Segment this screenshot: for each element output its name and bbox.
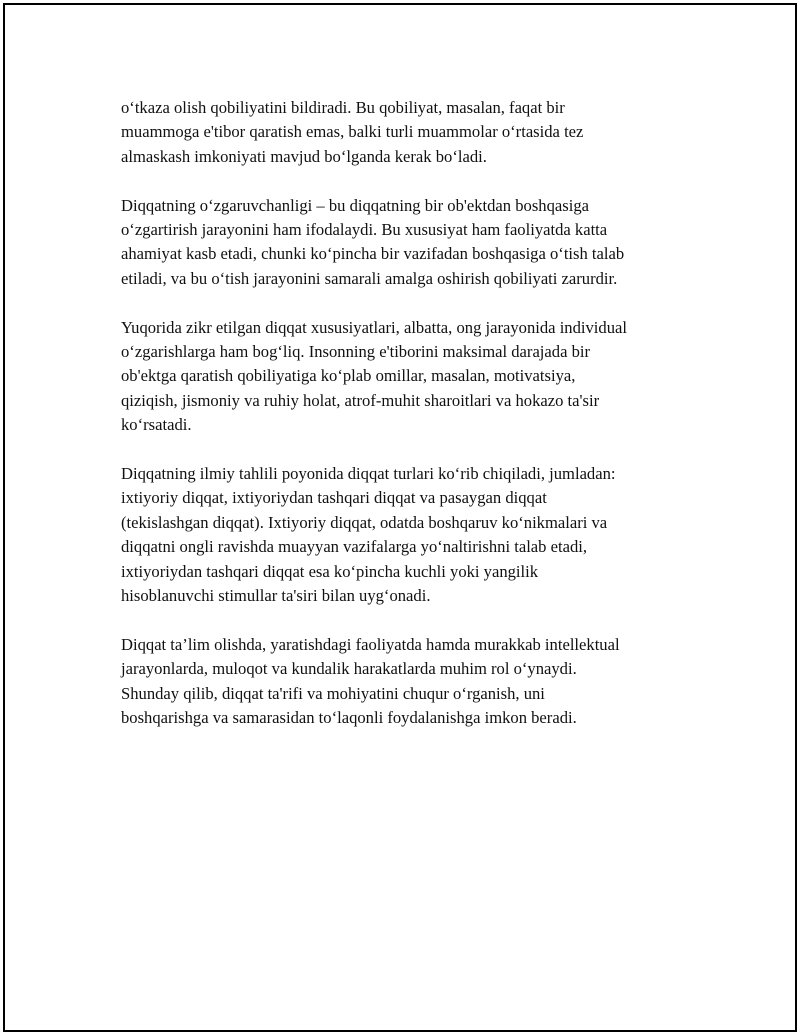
- text-line: diqqatni ongli ravishda muayyan vazifalarga yo‘naltirishni talab etadi,: [121, 537, 588, 557]
- text-line: ahamiyat kasb etadi, chunki ko‘pincha bir vazifadan boshqasiga o‘tish talab: [121, 244, 625, 264]
- text-line: boshqarishga va samarasidan to‘laqonli foydalanishga imkon beradi.: [121, 708, 577, 728]
- paragraph-5: [121, 633, 691, 731]
- document-page: [3, 3, 797, 1032]
- text-line: ko‘rsatadi.: [121, 415, 192, 435]
- text-line: qiziqish, jismoniy va ruhiy holat, atrof-muhit sharoitlari va hokazo ta'sir: [121, 390, 600, 410]
- text-line: jarayonlarda, muloqot va kundalik harakatlarda muhim rol o‘ynaydi.: [121, 659, 577, 679]
- text-line: almaskash imkoniyati mavjud bo‘lganda kerak bo‘ladi.: [121, 146, 487, 166]
- text-line: (tekislashgan diqqat). Ixtiyoriy diqqat, odatda boshqaruv ko‘nikmalari va: [121, 512, 608, 532]
- text-line: ixtiyoriydan tashqari diqqat esa ko‘pincha kuchli yoki yangilik: [121, 561, 539, 581]
- text-line: Diqqat ta’lim olishda, yaratishdagi faoliyatda hamda murakkab intellektual: [121, 634, 620, 654]
- document-body: [121, 96, 691, 755]
- text-line: ixtiyoriy diqqat, ixtiyoriydan tashqari diqqat va pasaygan diqqat: [121, 488, 547, 508]
- paragraph-1: [121, 96, 691, 169]
- text-line: hisoblanuvchi stimullar ta'siri bilan uyg‘onadi.: [121, 586, 431, 606]
- text-line: Diqqatning ilmiy tahlili poyonida diqqat turlari ko‘rib chiqiladi, jumladan:: [121, 464, 616, 484]
- text-line: o‘zgarishlarga ham bog‘liq. Insonning e'tiborini maksimal darajada bir: [121, 342, 591, 362]
- text-line: Shunday qilib, diqqat ta'rifi va mohiyatini chuqur o‘rganish, uni: [121, 683, 545, 703]
- text-line: o‘tkaza olish qobiliyatini bildiradi. Bu qobiliyat, masalan, faqat bir: [121, 98, 565, 117]
- text-line: Diqqatning o‘zgaruvchanligi – bu diqqatning bir ob'ektdan boshqasiga: [121, 195, 589, 215]
- text-line: Yuqorida zikr etilgan diqqat xususiyatlari, albatta, ong jarayonida individual: [121, 317, 627, 337]
- text-line: ob'ektga qaratish qobiliyatiga ko‘plab omillar, masalan, motivatsiya,: [121, 366, 576, 386]
- paragraph-3: [121, 316, 691, 438]
- paragraph-4: [121, 462, 691, 608]
- text-line: o‘zgartirish jarayonini ham ifodalaydi. Bu xususiyat ham faoliyatda katta: [121, 220, 608, 240]
- text-line: muammoga e'tibor qaratish emas, balki turli muammolar o‘rtasida tez: [121, 122, 584, 142]
- paragraph-2: [121, 194, 691, 292]
- text-line: etiladi, va bu o‘tish jarayonini samarali amalga oshirish qobiliyati zarurdir.: [121, 268, 618, 288]
